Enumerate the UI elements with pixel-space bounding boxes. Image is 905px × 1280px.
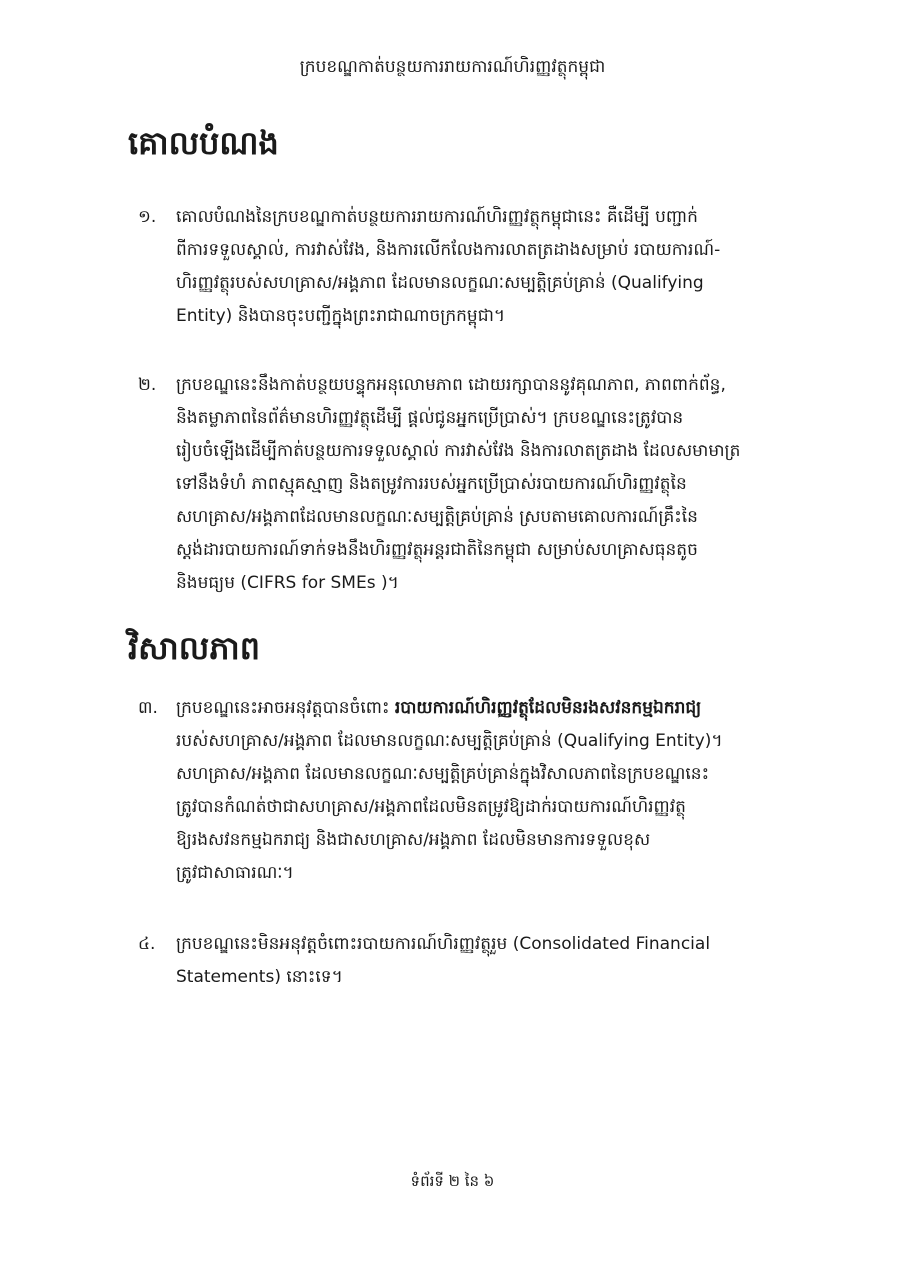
paragraph-number: ៤. [138,934,156,954]
text-line: ត្រូវជាសាធារណៈ។ [176,863,294,883]
text-line: គោលបំណងនៃក្របខណ្ឌកាត់បន្ថយការរាយការណ៍ហិរញ្ញវត្ថុកម្ពុជានេះ គឺដើម្បី បញ្ជាក់ [176,207,698,227]
text-line: របស់សហគ្រាស/អង្គភាព ដែលមានលក្ខណៈសម្បត្តិគ្រប់គ្រាន់ (Qualifying Entity)។ [176,731,723,751]
text-line: ហិរញ្ញវត្ថុរបស់សហគ្រាស/អង្គភាព ដែលមានលក្ខណៈសម្បត្តិគ្រប់គ្រាន់ (Qualifying [176,273,704,293]
text-line: រៀបចំឡើងដើម្បីកាត់បន្ថយការទទួលស្គាល់ ការវាស់វែង និងការលាតត្រដាង ដែលសមាមាត្រ [176,441,741,461]
text-line: និងតម្លាភាពនៃព័ត៌មានហិរញ្ញវត្ថុដើម្បី ផ្តល់ជូនអ្នកប្រើប្រាស់។ ក្របខណ្ឌនេះត្រូវបាន [176,408,684,428]
paragraph-number: ១. [138,207,157,227]
text-line: សហគ្រាស/អង្គភាពដែលមានលក្ខណៈសម្បត្តិគ្រប់គ្រាន់ ស្របតាមគោលការណ៍គ្រឹះនៃ [176,507,698,527]
text-line: ឱ្យរងសវនកម្មឯករាជ្យ និងជាសហគ្រាស/អង្គភាព ដែលមិនមានការទទួលខុស [176,830,651,850]
bold-phrase: របាយការណ៍ហិរញ្ញវត្ថុដែលមិនរងសវនកម្មឯករាជ្យ [394,698,702,718]
text-line: Statements) នោះទេ។ [176,967,343,987]
text-segment: ក្របខណ្ឌនេះអាចអនុវត្តបានចំពោះ [176,698,390,718]
text-line: ក្របខណ្ឌនេះមិនអនុវត្តចំពោះរបាយការណ៍ហិរញ្ញវត្ថុរួម (Consolidated Financial [176,934,711,954]
paragraph-text [176,201,770,333]
page-number: ទំព័រទី ២ នៃ ៦ [410,1172,495,1190]
section-heading-scope: វិសាលភាព [128,629,261,667]
text-line: ទៅនឹងទំហំ ភាពស្មុគស្មាញ និងតម្រូវការរបស់អ្នកប្រើប្រាស់របាយការណ៍ហិរញ្ញវត្ថុនៃ [176,474,687,494]
text-line: និងមធ្យម (CIFRS for SMEs )។ [176,573,399,593]
text-line: ត្រូវបានកំណត់ថាជាសហគ្រាស/អង្គភាពដែលមិនតម្រូវឱ្យដាក់របាយការណ៍ហិរញ្ញវត្ថុ [176,797,686,817]
text-line: ក្របខណ្ឌនេះនឹងកាត់បន្ថយបន្ទុកអនុលោមភាព ដោយរក្សាបាននូវគុណភាព, ភាពពាក់ព័ន្ធ, [176,375,726,395]
paragraph-text [176,369,770,600]
document-header: ក្របខណ្ឌកាត់បន្ថយការរាយការណ៍ហិរញ្ញវត្ថុកម្ពុជា [299,57,606,77]
text-line: ស្តង់ដារបាយការណ៍ទាក់ទងនឹងហិរញ្ញវត្ថុអន្តរជាតិនៃកម្ពុជា សម្រាប់សហគ្រាសធុនតូច [176,540,698,560]
text-line: Entity) និងបានចុះបញ្ជីក្នុងព្រះរាជាណាចក្រកម្ពុជា។ [176,306,506,326]
paragraph-text [176,692,770,890]
paragraph-number: ៣. [138,698,158,718]
text-line [176,692,770,725]
paragraph-text [176,928,770,994]
paragraph-number: ២. [138,375,157,395]
section-heading-purpose: គោលបំណង [128,124,279,162]
text-line: សហគ្រាស/អង្គភាព ដែលមានលក្ខណៈសម្បត្តិគ្រប់គ្រាន់ក្នុងវិសាលភាពនៃក្របខណ្ឌនេះ [176,764,710,784]
text-line: ពីការទទួលស្គាល់, ការវាស់វែង, និងការលើកលែងការលាតត្រដាងសម្រាប់ របាយការណ៍- [176,240,721,260]
